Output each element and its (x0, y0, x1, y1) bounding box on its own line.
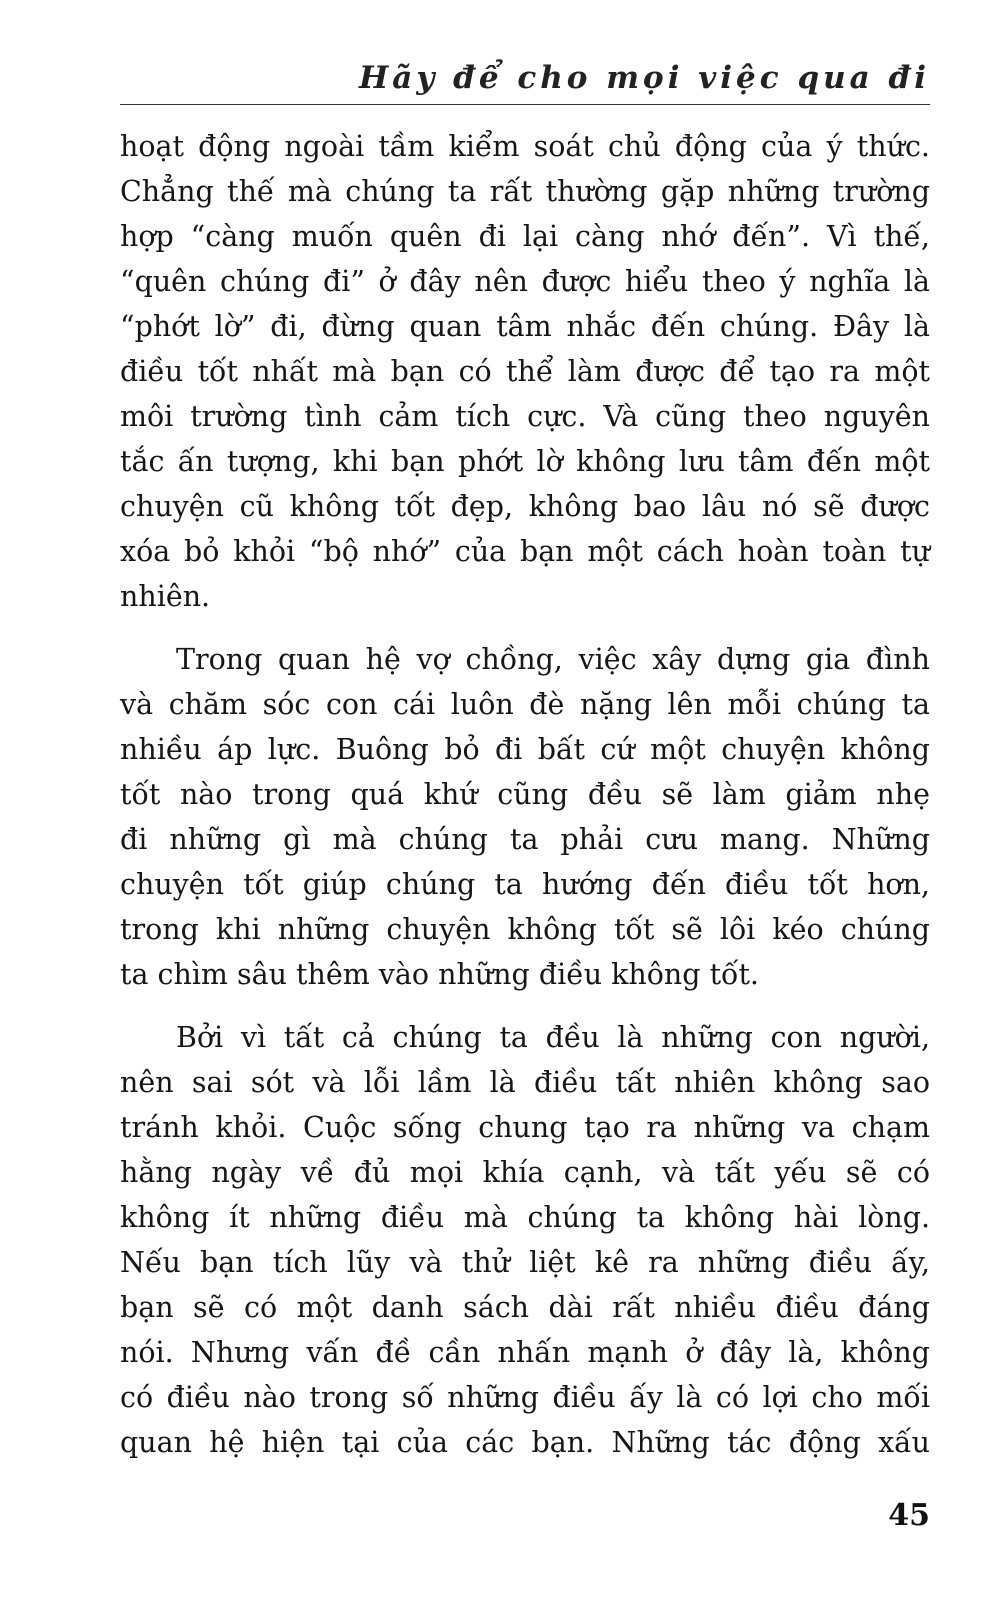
text-line: xóa bỏ khỏi “bộ nhớ” của bạn một cách hoàn toàn tự (120, 535, 930, 568)
text-line: môi trường tình cảm tích cực. Và cũng theo nguyên (120, 400, 930, 433)
running-header-title: Hãy để cho mọi việc qua đi (358, 60, 930, 96)
text-line: Trong quan hệ vợ chồng, việc xây dựng gia đình (176, 643, 930, 676)
text-line: tắc ấn tượng, khi bạn phớt lờ không lưu tâm đến một (120, 445, 930, 478)
text-line: và chăm sóc con cái luôn đè nặng lên mỗi chúng ta (120, 688, 930, 721)
text-line: nói. Nhưng vấn đề cần nhấn mạnh ở đây là, không (120, 1336, 930, 1369)
body-text (120, 124, 930, 1465)
paragraph-3 (120, 1015, 930, 1465)
text-line: không ít những điều mà chúng ta không hài lòng. (120, 1201, 930, 1234)
text-line: chuyện tốt giúp chúng ta hướng đến điều tốt hơn, (120, 868, 930, 901)
text-line: nên sai sót và lỗi lầm là điều tất nhiên không sao (120, 1066, 930, 1099)
paragraph-1 (120, 124, 930, 619)
text-line: nhiên. (120, 580, 211, 613)
header-divider (120, 104, 930, 105)
paragraph-2 (120, 637, 930, 997)
text-line: có điều nào trong số những điều ấy là có lợi cho mối (120, 1381, 930, 1414)
text-line: Bởi vì tất cả chúng ta đều là những con người, (176, 1021, 930, 1054)
text-line: quan hệ hiện tại của các bạn. Những tác động xấu (120, 1426, 930, 1459)
text-line: đi những gì mà chúng ta phải cưu mang. Những (120, 823, 930, 856)
text-line: tốt nào trong quá khứ cũng đều sẽ làm giảm nhẹ (120, 778, 930, 811)
text-line: “phớt lờ” đi, đừng quan tâm nhắc đến chúng. Đây là (120, 310, 930, 343)
text-line: Chẳng thế mà chúng ta rất thường gặp những trường (120, 175, 930, 208)
text-line: trong khi những chuyện không tốt sẽ lôi kéo chúng (120, 913, 930, 946)
text-line: “quên chúng đi” ở đây nên được hiểu theo ý nghĩa là (120, 265, 930, 298)
text-line: hợp “càng muốn quên đi lại càng nhớ đến”. Vì thế, (120, 220, 930, 253)
text-line: hoạt động ngoài tầm kiểm soát chủ động của ý thức. (120, 130, 930, 163)
text-line: Nếu bạn tích lũy và thử liệt kê ra những điều ấy, (120, 1246, 930, 1279)
text-line: hằng ngày về đủ mọi khía cạnh, và tất yếu sẽ có (120, 1156, 930, 1189)
text-line: bạn sẽ có một danh sách dài rất nhiều điều đáng (120, 1291, 930, 1324)
paragraph-spacer (120, 997, 930, 1015)
text-line: nhiều áp lực. Buông bỏ đi bất cứ một chuyện không (120, 733, 930, 766)
text-line: điều tốt nhất mà bạn có thể làm được để tạo ra một (120, 355, 930, 388)
text-line: tránh khỏi. Cuộc sống chung tạo ra những va chạm (120, 1111, 930, 1144)
paragraph-spacer (120, 619, 930, 637)
text-line: ta chìm sâu thêm vào những điều không tốt. (120, 958, 759, 991)
text-line: chuyện cũ không tốt đẹp, không bao lâu nó sẽ được (120, 490, 930, 523)
page-number: 45 (888, 1498, 930, 1533)
